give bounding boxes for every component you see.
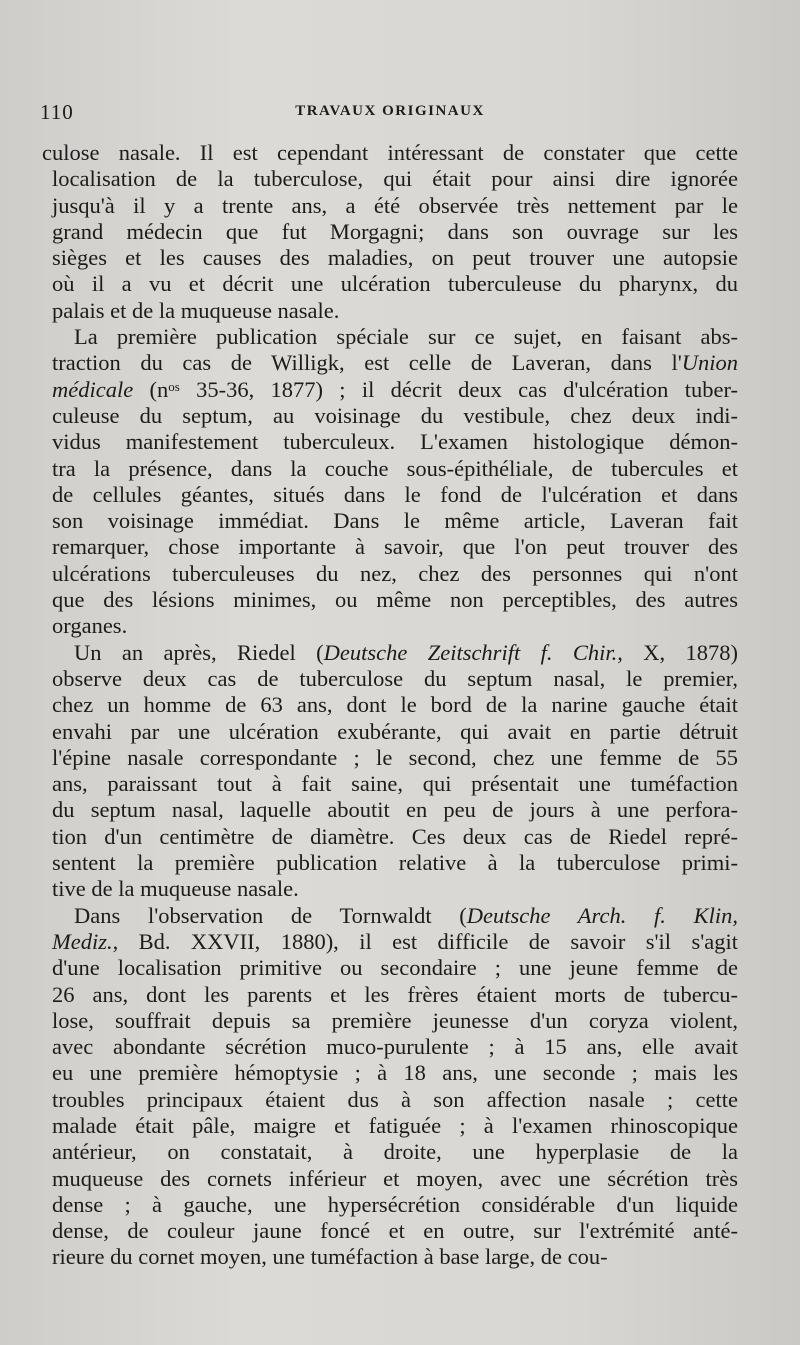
text-line: troubles principaux étaient dus à son affection nasale ; cette (52, 1086, 738, 1112)
body-text (42, 140, 738, 1271)
text-line: dense ; à gauche, une hypersécrétion considérable d'un liquide (52, 1191, 738, 1217)
text-line: traction du cas de Willigk, est celle de Laveran, dans l'Union (52, 350, 738, 376)
text-line: sièges et les causes des maladies, on peut trouver une autopsie (52, 245, 738, 271)
text-line: malade était pâle, maigre et fatiguée ; à l'examen rhinoscopique (52, 1112, 738, 1138)
text-line: eu une première hémoptysie ; à 18 ans, une seconde ; mais les (52, 1060, 738, 1086)
text-line: antérieur, on constatait, à droite, une hyperplasie de la (52, 1139, 738, 1165)
text-line: 26 ans, dont les parents et les frères étaient morts de tubercu- (52, 981, 738, 1007)
text-line: Mediz., Bd. XXVII, 1880), il est difficile de savoir s'il s'agit (52, 928, 738, 954)
text-line: organes. (52, 613, 128, 639)
text-line: rieure du cornet moyen, une tuméfaction à base large, de cou- (52, 1244, 608, 1270)
text-line: muqueuse des cornets inférieur et moyen, avec une sécrétion très (52, 1165, 738, 1191)
paragraph (52, 324, 738, 640)
text-line: localisation de la tuberculose, qui était pour ainsi dire ignorée (52, 166, 738, 192)
text-line: tion d'un centimètre de diamètre. Ces deux cas de Riedel repré- (52, 823, 738, 849)
text-line: que des lésions minimes, ou même non perceptibles, des autres (52, 587, 738, 613)
text-line: remarquer, chose importante à savoir, que l'on peut trouver des (52, 534, 738, 560)
running-title: TRAVAUX ORIGINAUX (295, 103, 485, 119)
text-line: La première publication spéciale sur ce sujet, en faisant abs- (74, 324, 738, 350)
text-line: ans, paraissant tout à fait saine, qui présentait une tuméfaction (52, 771, 738, 797)
text-line: chez un homme de 63 ans, dont le bord de la narine gauche était (52, 692, 738, 718)
text-line: l'épine nasale correspondante ; le second, chez une femme de 55 (52, 744, 738, 770)
text-line: avec abondante sécrétion muco-purulente ; à 15 ans, elle avait (52, 1034, 738, 1060)
paragraph (52, 640, 738, 903)
text-line: culeuse du septum, au voisinage du vestibule, chez deux indi- (52, 402, 738, 428)
text-line: ulcérations tuberculeuses du nez, chez des personnes qui n'ont (52, 560, 738, 586)
text-line: envahi par une ulcération exubérante, qui avait en partie détruit (52, 718, 738, 744)
text-line: de cellules géantes, situés dans le fond de l'ulcération et dans (52, 481, 738, 507)
text-line: tra la présence, dans la couche sous-épithéliale, de tubercules et (52, 455, 738, 481)
text-line: dense, de couleur jaune foncé et en outre, sur l'extrémité anté- (52, 1218, 738, 1244)
text-line: vidus manifestement tuberculeux. L'examen histologique démon- (52, 429, 738, 455)
text-line: jusqu'à il y a trente ans, a été observée très nettement par le (52, 192, 738, 218)
text-line: tive de la muqueuse nasale. (52, 876, 299, 902)
paragraph (52, 903, 738, 1271)
text-line: sentent la première publication relative à la tuberculose primi- (52, 850, 738, 876)
text-line: palais et de la muqueuse nasale. (52, 297, 340, 323)
text-line: observe deux cas de tuberculose du septum nasal, le premier, (52, 665, 738, 691)
text-line: d'une localisation primitive ou secondaire ; une jeune femme de (52, 955, 738, 981)
text-line: culose nasale. Il est cependant intéressant de constater que cette (42, 140, 738, 165)
text-line: Un an après, Riedel (Deutsche Zeitschrift f. Chir., X, 1878) (74, 639, 738, 665)
text-line: médicale ($n^{os}$ 35-36, 1877) ; il décrit deux cas d'ulcération tuber- (52, 376, 738, 402)
text-line: grand médecin que fut Morgagni; dans son ouvrage sur les (52, 218, 738, 244)
paragraph (42, 140, 738, 324)
text-line: lose, souffrait depuis sa première jeunesse d'un coryza violent, (52, 1007, 738, 1033)
text-line: du septum nasal, laquelle aboutit en peu de jours à une perfora- (52, 797, 738, 823)
text-line: où il a vu et décrit une ulcération tuberculeuse du pharynx, du (52, 271, 738, 297)
text-line: Dans l'observation de Tornwaldt (Deutsche Arch. f. Klin, (74, 902, 738, 928)
text-line: son voisinage immédiat. Dans le même article, Laveran fait (52, 508, 738, 534)
page-number: 110 (40, 100, 74, 124)
page-header (40, 100, 740, 128)
